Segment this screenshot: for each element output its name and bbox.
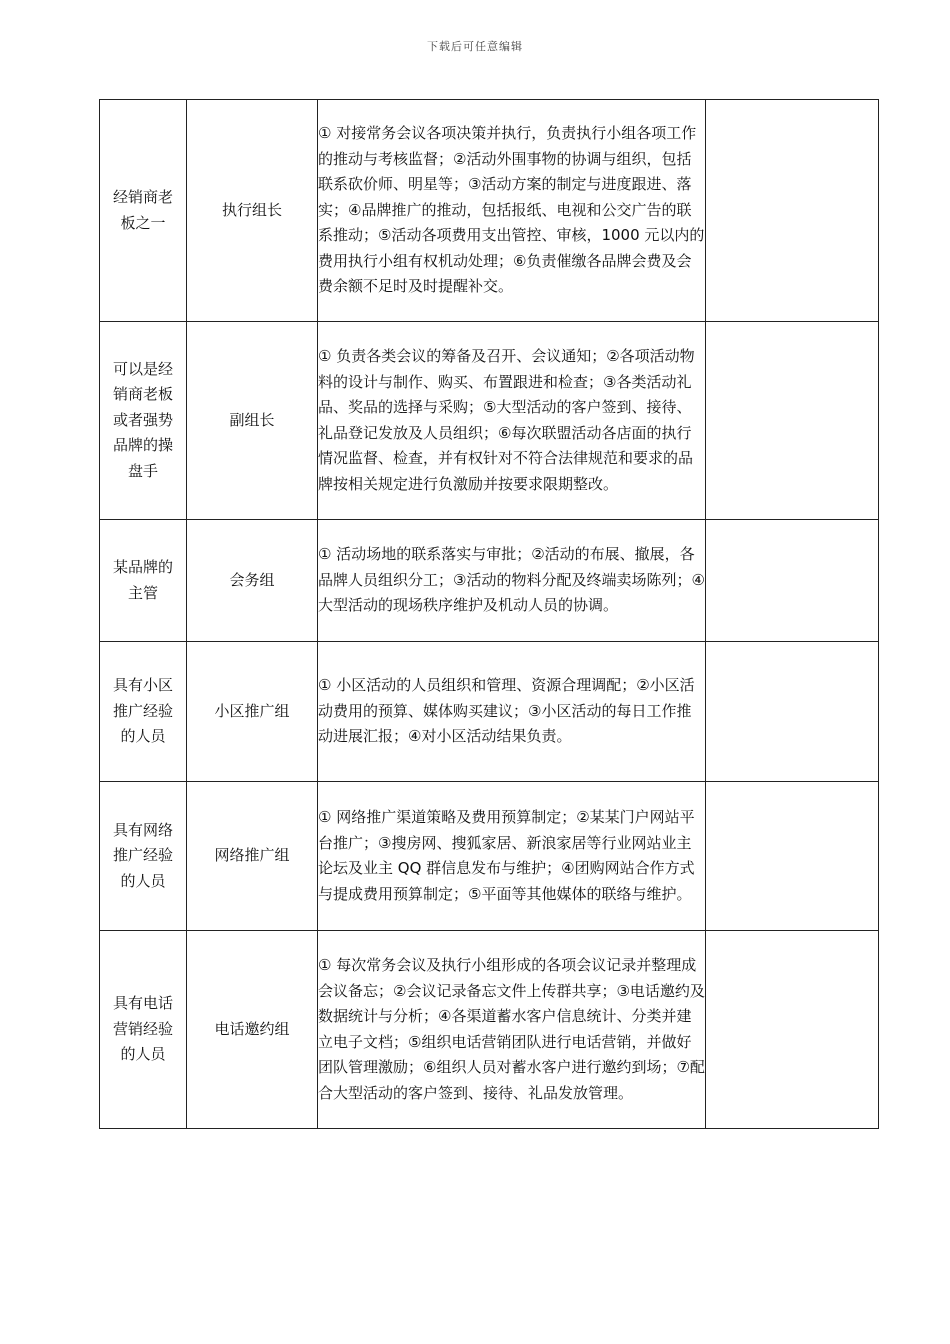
blank-cell bbox=[706, 520, 879, 642]
person-cell bbox=[100, 322, 187, 520]
blank-cell bbox=[706, 322, 879, 520]
duty-text: ① 每次常务会议及执行小组形成的各项会议记录并整理成会议备忘；②会议记录备忘文件上传群共享；③电话邀约及数据统计与分析；④各渠道蓄水客户信息统计、分类并建立电子文档；⑤组织电话营销团队进行电话营销，并做好团队管理激励；⑥组织人员对蓄水客户进行邀约到场；⑦配合大型活动的客户签到、接待、礼品发放管理。 bbox=[318, 956, 705, 1102]
duty-cell bbox=[318, 642, 706, 782]
person-cell bbox=[100, 931, 187, 1129]
person-text: 某品牌的主管 bbox=[112, 558, 173, 602]
role-cell: 副组长 bbox=[187, 322, 318, 520]
duty-text: ① 负责各类会议的筹备及召开、会议通知；②各项活动物料的设计与制作、购买、布置跟进和检查；③各类活动礼品、奖品的选择与采购；⑤大型活动的客户签到、接待、礼品登记发放及人员组织；⑥每次联盟活动各店面的执行情况监督、检查，并有权针对不符合法律规范和要求的品牌按相关规定进行负激励并按要求限期整改。 bbox=[318, 347, 695, 493]
blank-cell bbox=[706, 642, 879, 782]
blank-cell bbox=[706, 782, 879, 931]
duty-cell bbox=[318, 931, 706, 1129]
blank-cell bbox=[706, 100, 879, 322]
table-row bbox=[100, 642, 879, 782]
table-row bbox=[100, 931, 879, 1129]
duty-cell bbox=[318, 100, 706, 322]
role-cell: 电话邀约组 bbox=[187, 931, 318, 1129]
table-row bbox=[100, 322, 879, 520]
person-text: 可以是经销商老板或者强势品牌的操盘手 bbox=[112, 359, 173, 480]
person-cell bbox=[100, 642, 187, 782]
person-text: 具有小区推广经验的人员 bbox=[112, 676, 173, 746]
role-cell: 网络推广组 bbox=[187, 782, 318, 931]
person-cell bbox=[100, 520, 187, 642]
duty-text: ① 活动场地的联系落实与审批；②活动的布展、撤展，各品牌人员组织分工；③活动的物料分配及终端卖场陈列；④大型活动的现场秩序维护及机动人员的协调。 bbox=[318, 545, 705, 615]
role-cell: 小区推广组 bbox=[187, 642, 318, 782]
table-row bbox=[100, 782, 879, 931]
role-cell: 会务组 bbox=[187, 520, 318, 642]
person-text: 具有网络推广经验的人员 bbox=[112, 820, 173, 890]
responsibility-table bbox=[99, 99, 879, 1129]
page-header: 下载后可任意编辑 bbox=[427, 40, 523, 53]
duty-text: ① 小区活动的人员组织和管理、资源合理调配；②小区活动费用的预算、媒体购买建议；③小区活动的每日工作推动进展汇报；④对小区活动结果负责。 bbox=[318, 676, 695, 746]
person-cell bbox=[100, 100, 187, 322]
person-text: 经销商老板之一 bbox=[112, 188, 173, 232]
duty-cell bbox=[318, 782, 706, 931]
blank-cell bbox=[706, 931, 879, 1129]
duty-cell bbox=[318, 520, 706, 642]
duty-text: ① 对接常务会议各项决策并执行，负责执行小组各项工作的推动与考核监督；②活动外围事物的协调与组织，包括联系砍价师、明星等；③活动方案的制定与进度跟进、落实；④品牌推广的推动，包括报纸、电视和公交广告的联系推动；⑤活动各项费用支出管控、审核，1000 元以内的费用执行小组有权机动处理；⑥负责催缴各品牌会费及会费余额不足时及时提醒补交。 bbox=[318, 124, 705, 296]
person-text: 具有电话营销经验的人员 bbox=[112, 994, 173, 1064]
duty-cell bbox=[318, 322, 706, 520]
table-row bbox=[100, 100, 879, 322]
person-cell bbox=[100, 782, 187, 931]
table-row bbox=[100, 520, 879, 642]
duty-text: ① 网络推广渠道策略及费用预算制定；②某某门户网站平台推广；③搜房网、搜狐家居、新浪家居等行业网站业主论坛及业主 QQ 群信息发布与维护；④团购网站合作方式与提成费用预算制定；⑤平面等其他媒体的联络与维护。 bbox=[318, 808, 695, 903]
role-cell: 执行组长 bbox=[187, 100, 318, 322]
